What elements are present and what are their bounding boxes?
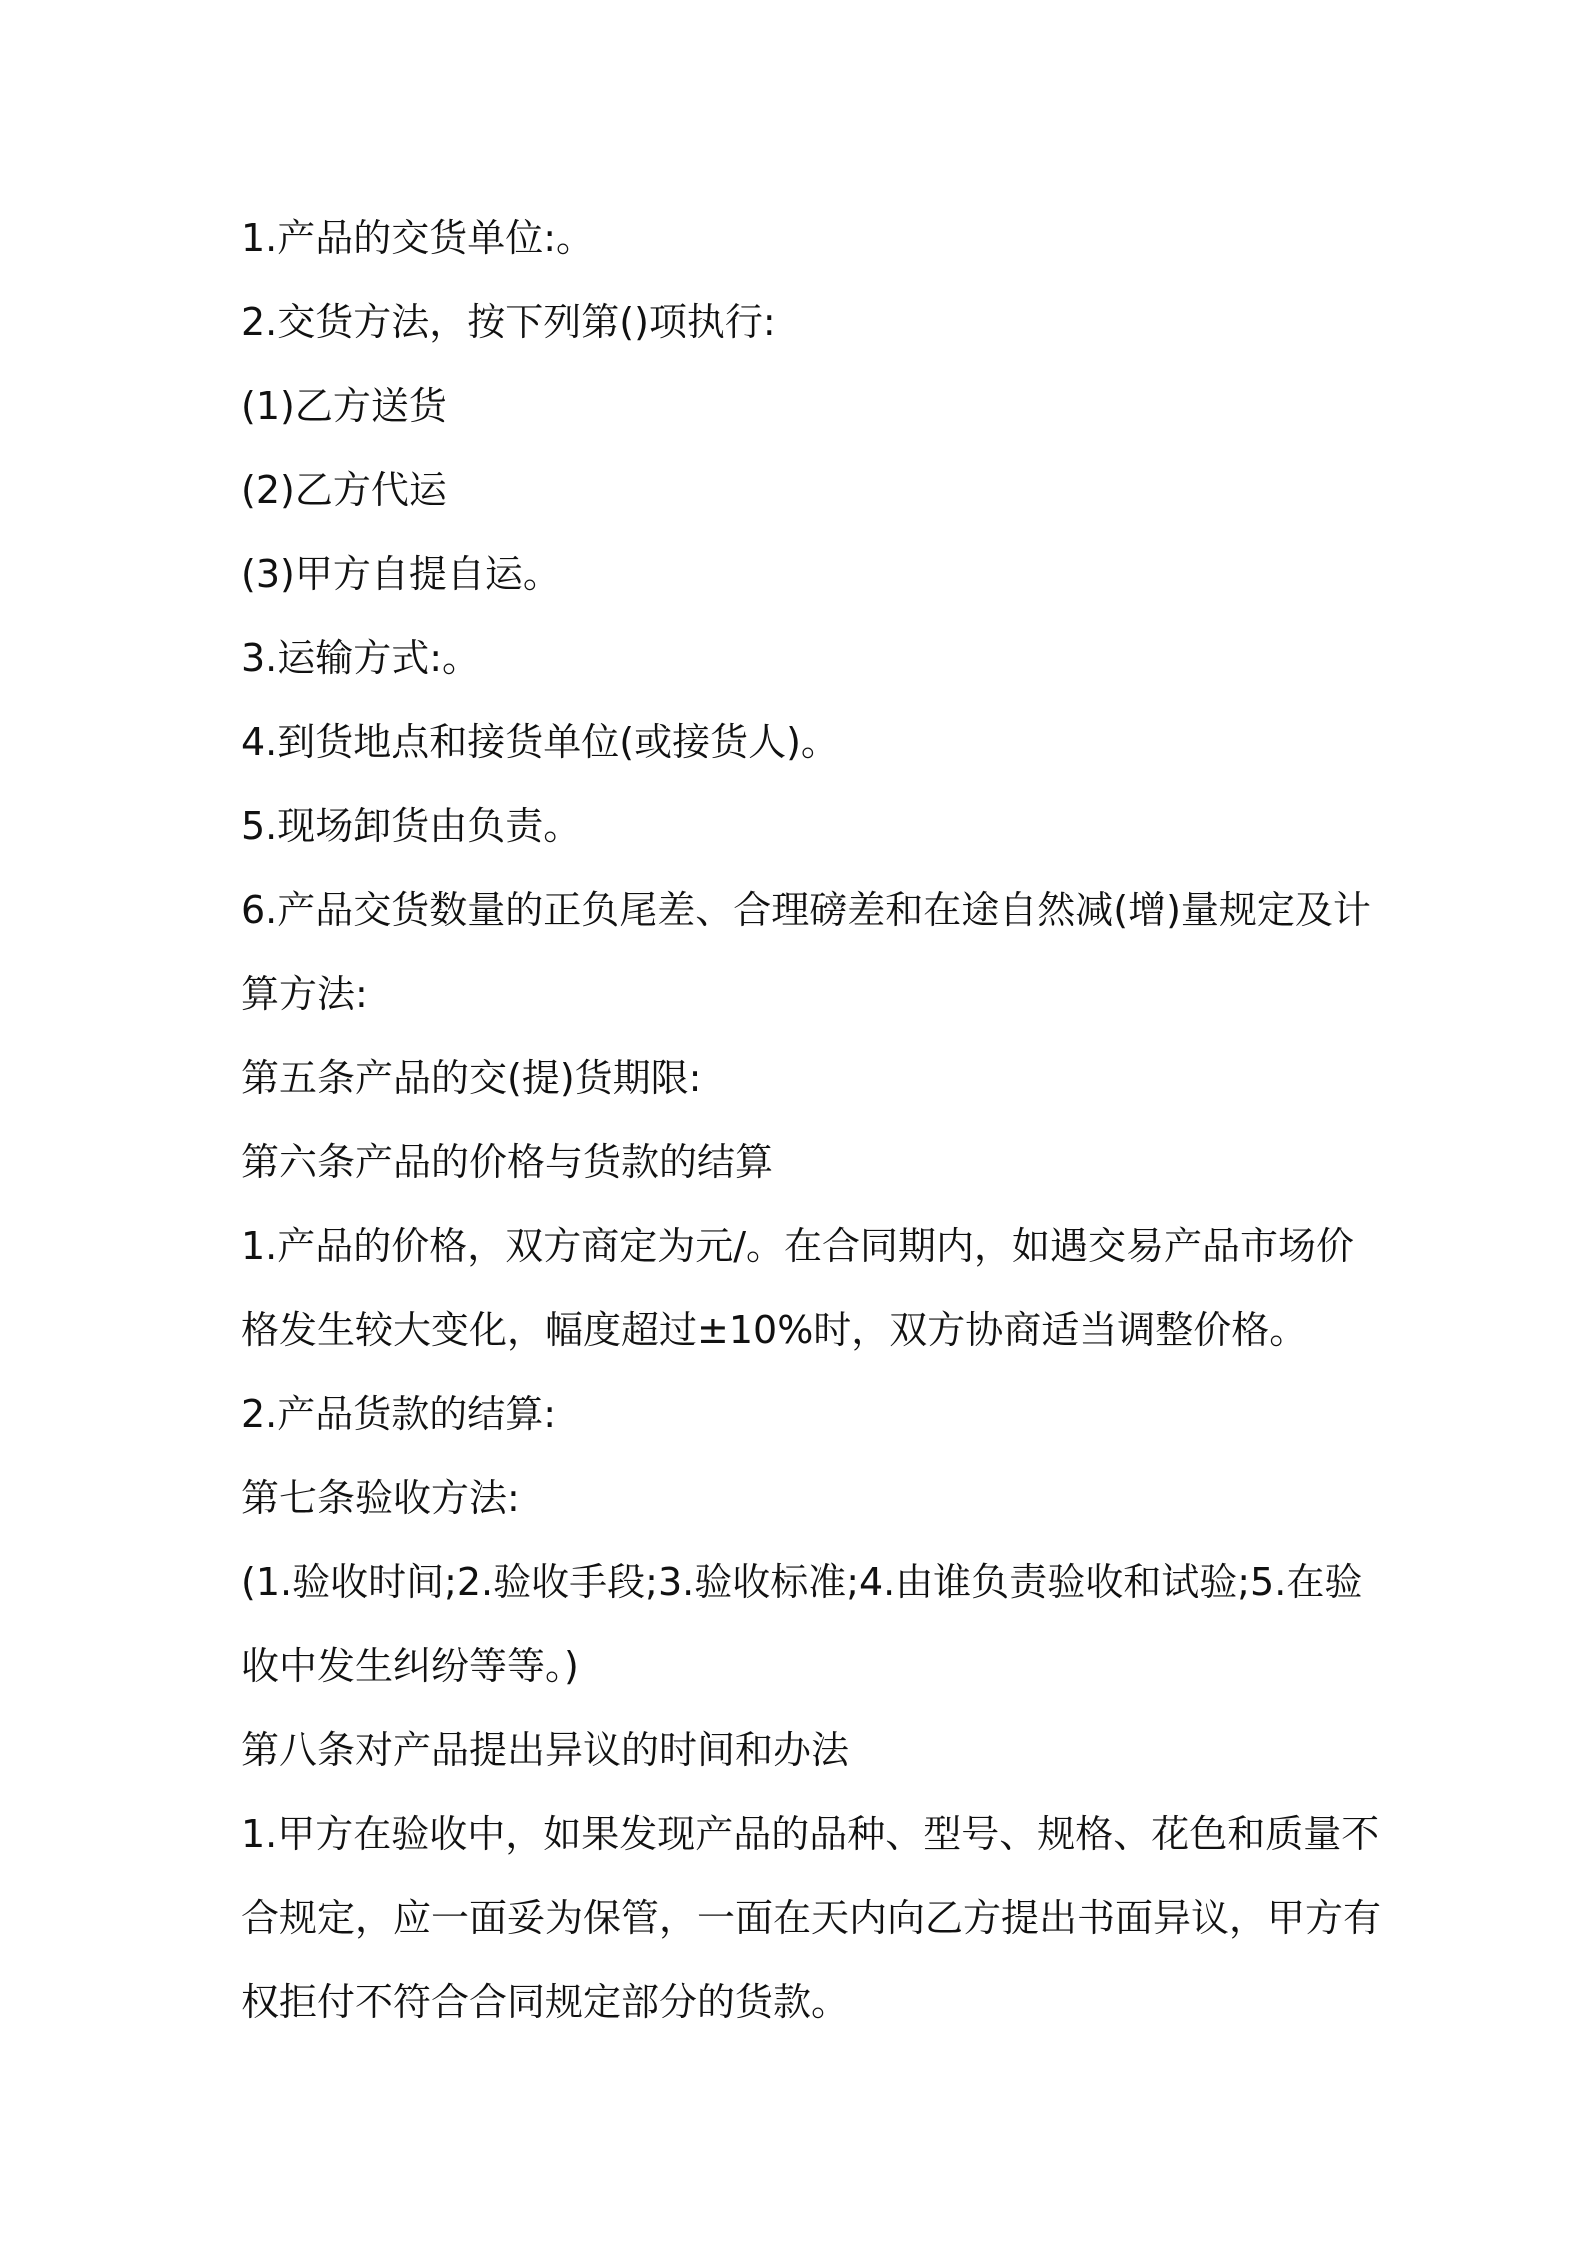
text-line: 算方法: (241, 972, 368, 1016)
text-line: 合规定，应一面妥为保管，一面在天内向乙方提出书面异议，甲方有 (241, 1896, 1382, 1940)
document-body (241, 196, 1382, 2044)
section-heading: 第五条产品的交(提)货期限: (241, 1056, 702, 1100)
text-line: 格发生较大变化，幅度超过±10%时，双方协商适当调整价格。 (241, 1308, 1308, 1352)
text-line: 5.现场卸货由负责。 (241, 804, 582, 848)
text-line: 3.运输方式:。 (241, 636, 481, 680)
text-line: (2)乙方代运 (241, 468, 447, 512)
section-heading: 第八条对产品提出异议的时间和办法 (241, 1728, 850, 1772)
section-heading: 第七条验收方法: (241, 1476, 520, 1520)
text-line: (3)甲方自提自运。 (241, 552, 561, 596)
text-line: 1.产品的价格，双方商定为元/。在合同期内，如遇交易产品市场价 (241, 1224, 1355, 1268)
text-line: 1.产品的交货单位:。 (241, 216, 595, 260)
section-heading: 第六条产品的价格与货款的结算 (241, 1140, 774, 1184)
text-line: 1.甲方在验收中，如果发现产品的品种、型号、规格、花色和质量不 (241, 1812, 1380, 1856)
text-line: (1)乙方送货 (241, 384, 447, 428)
text-line: 收中发生纠纷等等。) (241, 1644, 579, 1688)
text-line: 2.产品货款的结算: (241, 1392, 557, 1436)
text-line: (1.验收时间;2.验收手段;3.验收标准;4.由谁负责验收和试验;5.在验 (241, 1560, 1363, 1604)
text-line: 权拒付不符合合同规定部分的货款。 (241, 1980, 850, 2024)
text-line: 4.到货地点和接货单位(或接货人)。 (241, 720, 839, 764)
text-line: 2.交货方法，按下列第()项执行: (241, 300, 776, 344)
text-line: 6.产品交货数量的正负尾差、合理磅差和在途自然减(增)量规定及计 (241, 888, 1371, 932)
